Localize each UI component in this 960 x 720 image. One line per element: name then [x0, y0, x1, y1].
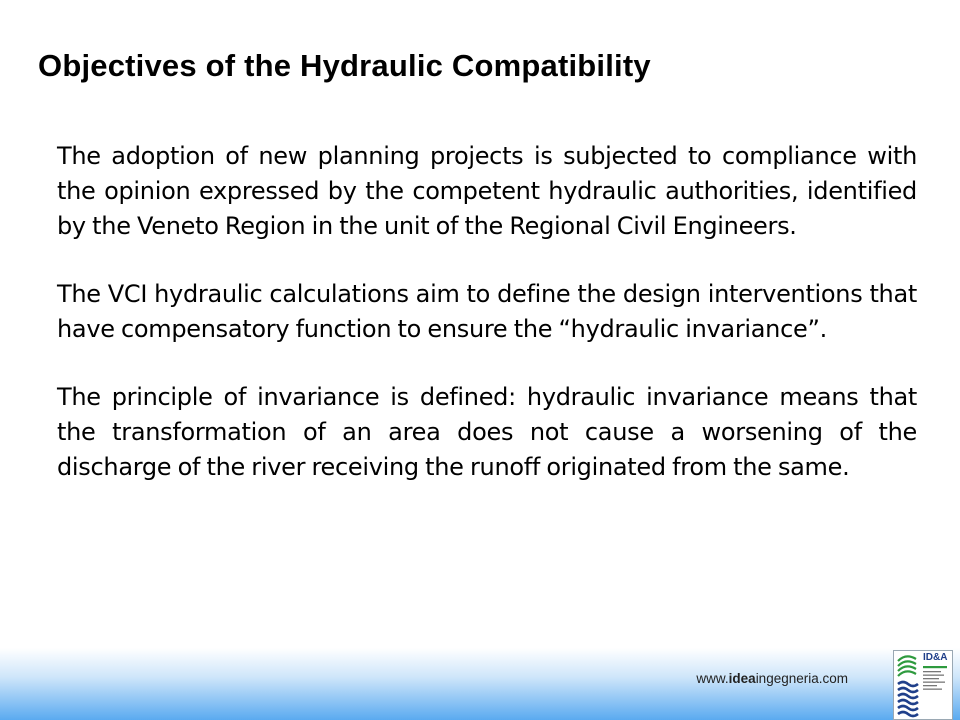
paragraph-adoption: The adoption of new planning projects is subjected to compliance with the opinion expressed by the competent hydraulic authorities, identified by the Veneto Region in the unit of the Regional Civil Engineers. — [57, 142, 917, 240]
paragraph-vci-calculations: The VCI hydraulic calculations aim to define the design interventions that have compensatory function to ensure the “hydraulic invariance”. — [57, 280, 917, 343]
website-suffix: ingegneria.com — [755, 671, 848, 686]
ida-logo — [893, 650, 953, 720]
website-prefix: www. — [696, 671, 729, 686]
paragraph-invariance-principle: The principle of invariance is defined: hydraulic invariance means that the transformation of an area does not cause a worsening of the discharge of the river receiving the runoff originated from the same. — [57, 383, 917, 481]
logo-wordmark: ID&A — [923, 652, 948, 663]
slide-title: Objectives of the Hydraulic Compatibility — [38, 48, 651, 83]
website-link[interactable] — [696, 671, 848, 686]
website-bold: idea — [728, 671, 756, 686]
slide-body — [57, 139, 917, 518]
